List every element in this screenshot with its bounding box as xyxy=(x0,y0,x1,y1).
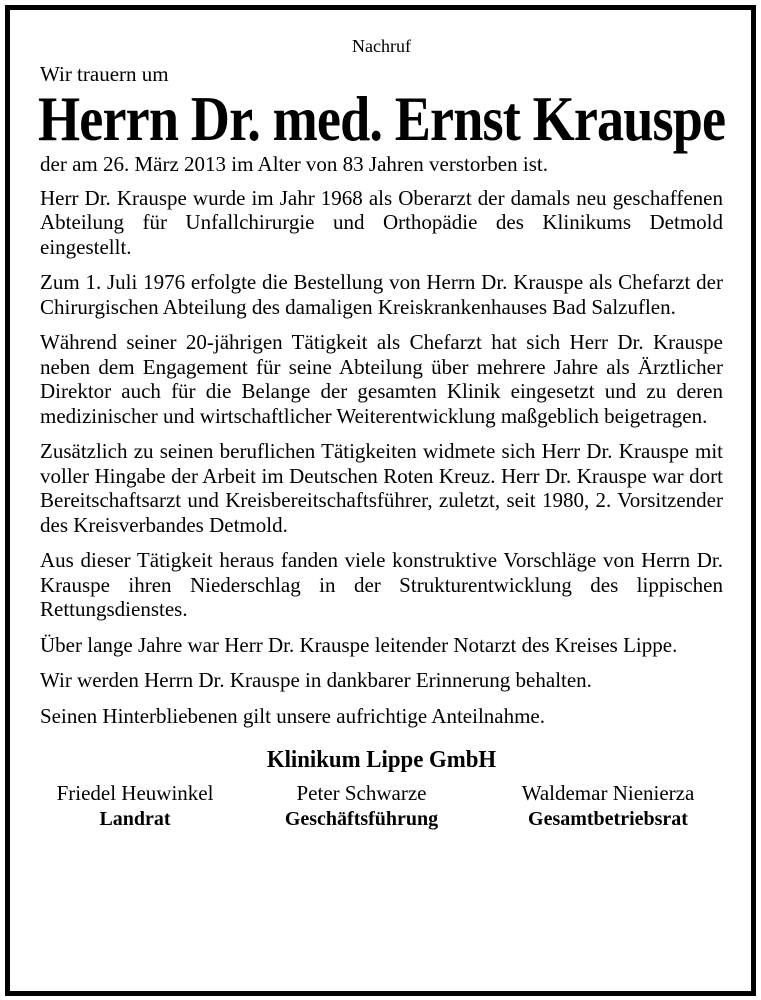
paragraph-career-start: Herr Dr. Krauspe wurde im Jahr 1968 als Oberarzt der damals neu geschaffenen Abteilung für Unfallchirurgie und Orthopädie des Klinikums Detmold eingestellt. xyxy=(40,185,723,259)
obituary-frame xyxy=(5,5,756,996)
paragraph-rescue-service: Aus dieser Tätigkeit heraus fanden viele konstruktive Vorschläge von Herrn Dr. Krauspe ihren Niederschlag in der Strukturentwicklung des lippischen Rettungsdienstes. xyxy=(40,548,723,621)
signatory-role: Landrat xyxy=(99,808,171,830)
signatory-role: Geschäftsführung xyxy=(284,808,439,830)
signatory xyxy=(493,780,723,832)
signatories xyxy=(40,780,723,832)
paragraph-remembrance: Wir werden Herrn Dr. Krauspe in dankbarer Erinnerung behalten. xyxy=(40,668,592,692)
signatory-name: Peter Schwarze xyxy=(296,781,427,805)
organization-name: Klinikum Lippe GmbH xyxy=(266,747,497,773)
signatory-name: Friedel Heuwinkel xyxy=(56,781,214,805)
paragraph-emergency-doctor: Über lange Jahre war Herr Dr. Krauspe leitender Notarzt des Kreises Lippe. xyxy=(40,632,678,657)
intro-line: Wir trauern um xyxy=(40,62,169,86)
obituary-content xyxy=(38,36,726,832)
signatory xyxy=(267,780,457,832)
notice-heading: Nachruf xyxy=(352,36,411,56)
deceased-name: Herrn Dr. med. Ernst Krauspe xyxy=(38,84,726,154)
paragraph-chief-tenure: Während seiner 20-jährigen Tätigkeit als Chefarzt hat sich Herr Dr. Krauspe neben dem Engagement für seine Abteilung über mehrere Jahre als Ärztlicher Direktor auch für die Belange der gesamten Klinik eingesetzt und zu deren medizinischer und wirtschaftlicher Weiterentwicklung maßgeblich beigetragen. xyxy=(40,330,723,428)
signatory-name: Waldemar Nienierza xyxy=(521,781,695,805)
paragraph-death-date: der am 26. März 2013 im Alter von 83 Jahren verstorben ist. xyxy=(40,152,548,176)
signatory xyxy=(40,780,230,832)
paragraph-red-cross: Zusätzlich zu seinen beruflichen Tätigkeiten widmete sich Herr Dr. Krauspe mit voller Hingabe der Arbeit im Deutschen Roten Kreuz. Herr Dr. Krauspe war dort Bereitschaftsarzt und Kreisbereitschaftsführer, zuletzt, seit 1980, 2. Vorsitzender des Kreisverbandes Detmold. xyxy=(40,439,723,537)
signatory-role: Gesamtbetriebsrat xyxy=(528,808,688,830)
paragraph-condolences: Seinen Hinterbliebenen gilt unsere aufrichtige Anteilnahme. xyxy=(40,703,546,728)
paragraph-chief-appointment: Zum 1. Juli 1976 erfolgte die Bestellung von Herrn Dr. Krauspe als Chefarzt der Chirurgischen Abteilung des damaligen Kreiskrankenhauses Bad Salzuflen. xyxy=(40,270,723,319)
